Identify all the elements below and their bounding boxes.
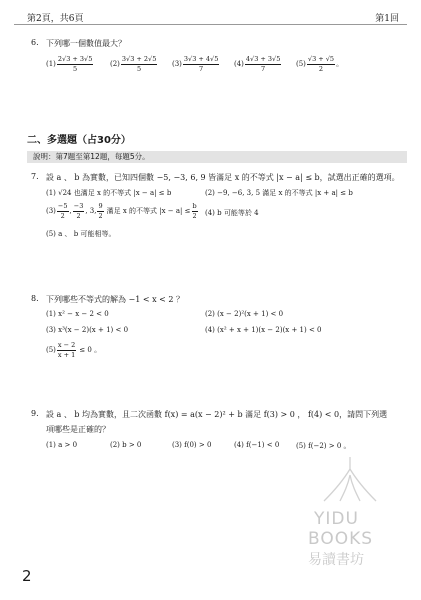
- q6-option-4: (4) $\frac{4√3 + 3√5}{7}$: [234, 55, 281, 73]
- q6-option-2: (2) $\frac{3√3 + 2√5}{5}$: [110, 55, 157, 73]
- q6-stem: 下列哪一個數值最大？: [46, 39, 126, 48]
- q9-option-3: (3) f(0) > 0: [172, 441, 212, 449]
- q7-option-1: (1) √24 也滿足 x 的不等式 |x − a| ≤ b: [46, 189, 172, 197]
- q6-option-5: (5) $\frac{√3 + √5}{2}$ 。: [296, 55, 344, 73]
- q8-option-5: (5) $\frac{x - 2}{x + 1}$ ≤ 0 。: [46, 341, 102, 359]
- q9-number: 9.: [31, 409, 39, 418]
- q7-stem: 設 a 、 b 為實數，已知四個數 −5, −3, 6, 9 皆滿足 x 的不等式 |x − a| ≤ b，試選出正確的選項。: [46, 173, 400, 182]
- q8-option-2: (2) (x − 2)²(x + 1) < 0: [205, 310, 284, 318]
- q9-option-4: (4) f(−1) < 0: [234, 441, 280, 449]
- q8-option-4: (4) (x² + x + 1)(x − 2)(x + 1) < 0: [205, 326, 322, 334]
- q9-stem-line1: 設 a 、 b 均為實數，且二次函數 f(x) = a(x − 2)² + b 滿足 f(3) > 0 ， f(4) < 0，請問下列選: [46, 410, 388, 419]
- q9-option-5: (5) f(−2) > 0 。: [296, 442, 351, 450]
- q9-option-1: (1) a > 0: [46, 441, 78, 449]
- q7-option-4: (4) b 可能等於 4: [205, 209, 259, 217]
- watermark-books: BOOKS: [308, 529, 374, 549]
- section-note: 說明：第7題至第12題，每題5分。: [27, 151, 407, 163]
- watermark-chinese: 易讀書坊: [308, 552, 364, 568]
- q9-stem-line2: 項哪些是正確的？: [46, 425, 110, 434]
- q8-number: 8.: [31, 294, 39, 303]
- watermark-yidu: YIDU: [314, 509, 359, 529]
- q6-option-1: (1) $\frac{2√3 + 3√5}{5}$: [46, 55, 93, 73]
- q7-option-2: (2) −9, −6, 3, 5 滿足 x 的不等式 |x + a| ≤ b: [205, 189, 353, 197]
- page-number: 2: [22, 567, 32, 585]
- q8-option-3: (3) x³(x − 2)(x + 1) < 0: [46, 326, 129, 334]
- q6-number: 6.: [31, 38, 39, 47]
- q6-option-3: (3) $\frac{3√3 + 4√5}{7}$: [172, 55, 219, 73]
- watermark: [310, 455, 390, 569]
- header-divider: [14, 24, 407, 25]
- page-indicator: 第2頁，共6頁: [27, 14, 84, 24]
- q7-number: 7.: [31, 172, 39, 181]
- q7-option-3: (3) $\frac{-5}{2}$ , $\frac{-3}{2}$ , 3, $\frac{9}{2}$ 滿足 x 的不等式 |x − a| ≤ $\frac{b}{2}$: [46, 202, 197, 220]
- watermark-figure-icon: [310, 455, 390, 503]
- q8-stem: 下列哪些不等式的解為 −1 < x < 2 ？: [46, 295, 185, 304]
- round-indicator: 第1回: [375, 14, 399, 24]
- q9-option-2: (2) b > 0: [110, 441, 142, 449]
- section-title: 二、多選題（占30分）: [27, 135, 131, 146]
- q8-option-1: (1) x² − x − 2 < 0: [46, 310, 109, 318]
- q7-option-5: (5) a 、 b 可能相等。: [46, 230, 116, 238]
